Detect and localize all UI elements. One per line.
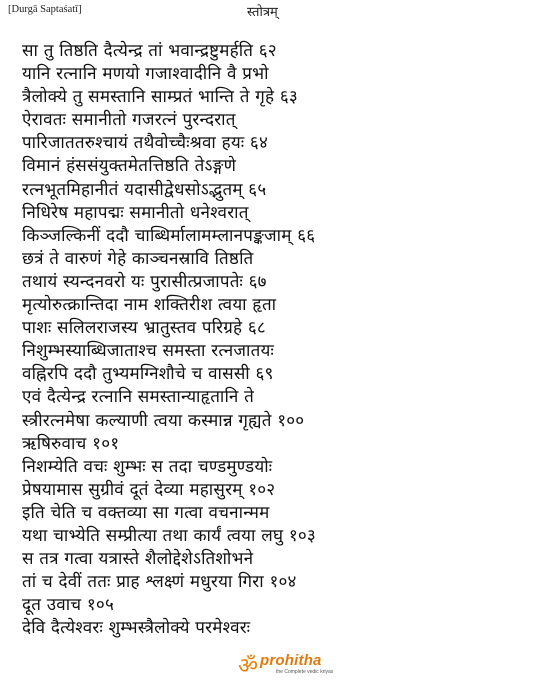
logo-tagline: the Complete vedic kriyas <box>276 669 334 675</box>
verse-line: एवं दैत्येन्द्र रत्नानि समस्तान्याहृतानि ते <box>22 387 255 408</box>
verse-line: किञ्जल्किनीं ददौ चाब्धिर्मालामम्लानपङ्कजाम् ६६ <box>22 225 316 246</box>
verse-line: विमानं हंससंयुक्तमेतत्तिष्ठति तेऽङ्गणे <box>22 156 237 177</box>
header-section-title: स्तोत्रम् <box>247 5 278 20</box>
verse-line: देवि दैत्येश्वरः शुम्भस्त्रैलोक्ये परमेश्वरः <box>22 618 251 639</box>
verse-line: दूत उवाच १०५ <box>22 595 115 616</box>
verse-line: त्रैलोक्ये तु समस्तानि साम्प्रतं भान्ति ते गृहे ६३ <box>22 87 298 108</box>
verse-line: यानि रत्नानि मणयो गजाश्वादीनि वै प्रभो <box>22 64 269 85</box>
verse-line: रत्नभूतमिहानीतं यदासीद्वेधसोऽद्भुतम् ६५ <box>22 179 267 200</box>
om-icon: ॐ <box>238 654 259 679</box>
verse-line: प्रेषयामास सुग्रीवं दूतं देव्या महासुरम् १०२ <box>22 479 276 500</box>
verse-line: ऋषिरुवाच १०१ <box>22 433 120 454</box>
verse-line: स तत्र गत्वा यत्रास्ते शैलोद्देशेऽतिशोभने <box>22 549 254 570</box>
verse-line: तां च देवीं ततः प्राह श्लक्ष्णं मधुरया गिरा १०४ <box>22 572 297 593</box>
verse-line: निधिरेष महापद्मः समानीतो धनेश्वरात् <box>22 202 249 223</box>
verse-line: वह्निरपि ददौ तुभ्यमग्निशौचे च वाससी ६९ <box>22 364 274 385</box>
verse-line: निशम्येति वचः शुम्भः स तदा चण्डमुण्डयोः <box>22 456 273 477</box>
verse-line: छत्रं ते वारुणं गेहे काञ्चनस्रावि तिष्ठति <box>22 248 254 269</box>
verse-line: स्त्रीरत्नमेषा कल्याणी त्वया कस्मान्न गृह्यते १०० <box>22 410 305 431</box>
header-book-title: [Durgā Saptaśatī] <box>8 4 82 15</box>
verse-line: पारिजाततरुश्चायं तथैवोच्चैःश्रवा हयः ६४ <box>22 133 269 154</box>
verse-line: सा तु तिष्ठति दैत्येन्द्र तां भवान्द्रष्टुमर्हति ६२ <box>22 41 277 61</box>
verse-line: निशुम्भस्याब्धिजाताश्च समस्ता रत्नजातयः <box>22 341 275 362</box>
verse-line: ऐरावतः समानीतो गजरत्नं पुरन्दरात् <box>22 110 236 131</box>
verse-text <box>22 40 542 640</box>
verse-line: पाशः सलिलराजस्य भ्रातुस्तव परिग्रहे ६८ <box>22 318 266 339</box>
verse-line: मृत्योरुत्क्रान्तिदा नाम शक्तिरीश त्वया हृता <box>22 295 277 316</box>
verse-line: इति चेति च वक्तव्या सा गत्वा वचनान्मम <box>22 502 270 523</box>
verse-line: तथायं स्यन्दनवरो यः पुरासीत्प्रजापतेः ६७ <box>22 271 267 292</box>
verse-line: यथा चाभ्येति सम्प्रीत्या तथा कार्यं त्वया लघु १०३ <box>22 525 316 546</box>
logo-name: prohitha <box>260 652 322 669</box>
prohitha-logo <box>238 652 348 679</box>
